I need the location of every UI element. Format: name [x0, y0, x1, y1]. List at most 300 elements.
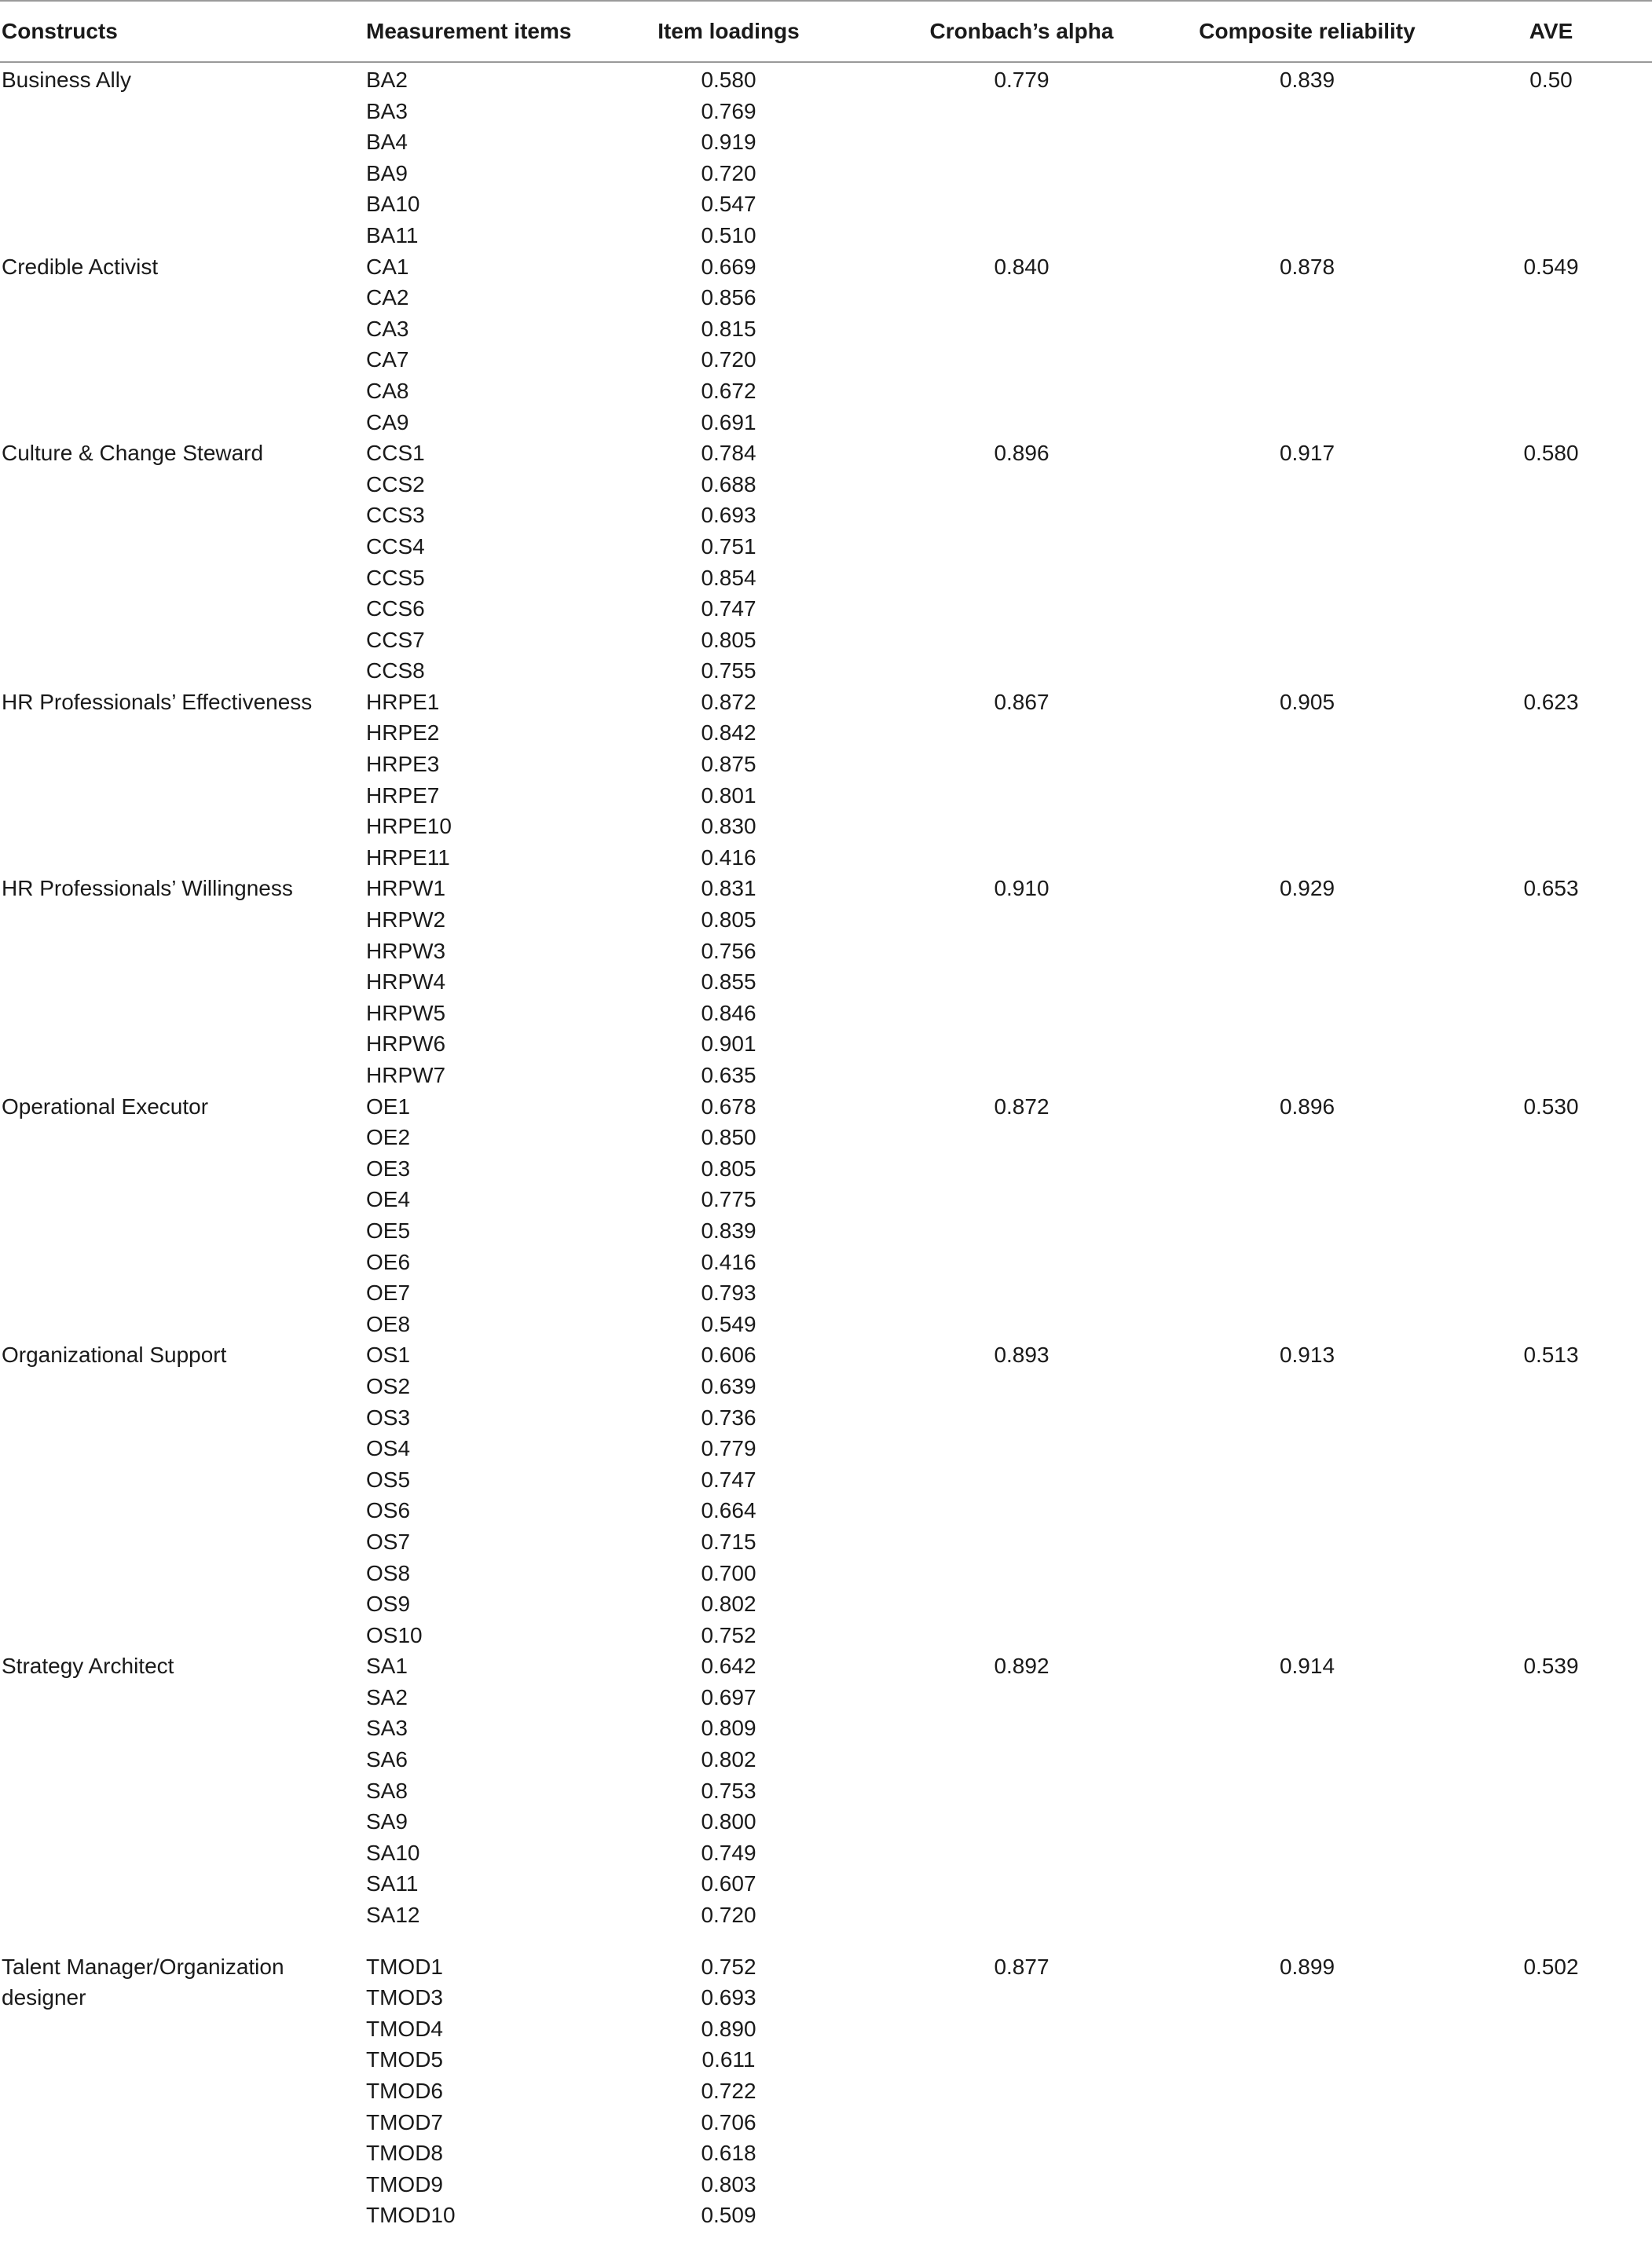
composite-reliability-cell [1164, 966, 1450, 998]
construct-cell [0, 966, 364, 998]
construct-cell [0, 687, 364, 718]
table-row [0, 1371, 1652, 1402]
ave-cell [1450, 562, 1652, 594]
composite-reliability-cell: 0.896 [1279, 1094, 1335, 1119]
table-row [0, 2200, 1652, 2231]
construct-cell [0, 376, 364, 407]
construct-cell [0, 749, 364, 780]
composite-reliability-cell [1164, 96, 1450, 127]
item-loading-cell: 0.642 [701, 1654, 756, 1679]
ave-cell [1450, 1713, 1652, 1744]
composite-reliability-cell [1164, 1588, 1450, 1620]
item-loading-cell: 0.607 [701, 1871, 756, 1896]
cronbach-alpha-cell [879, 2013, 1164, 2045]
composite-reliability-cell [1164, 531, 1450, 562]
composite-reliability-cell [1164, 500, 1450, 531]
item-loading-cell: 0.919 [701, 130, 756, 155]
cronbach-alpha-cell [879, 500, 1164, 531]
composite-reliability-cell: 0.917 [1279, 441, 1335, 466]
header-composite-reliability: Composite reliability [1164, 1, 1450, 62]
table-row [0, 593, 1652, 625]
item-loading-cell: 0.872 [701, 689, 756, 714]
composite-reliability-cell [1164, 469, 1450, 500]
table-row [0, 1464, 1652, 1496]
item-loading-cell: 0.855 [701, 969, 756, 995]
item-loading-cell: 0.606 [701, 1343, 756, 1368]
item-loading-cell: 0.669 [701, 254, 756, 279]
header-item-loadings: Item loadings [578, 1, 879, 62]
measurement-item-cell: SA10 [366, 1840, 420, 1865]
ave-cell [1450, 998, 1652, 1029]
measurement-item-cell: OE8 [366, 1311, 411, 1336]
item-loading-cell: 0.769 [701, 98, 756, 123]
table-row [0, 1184, 1652, 1215]
item-loading-cell: 0.805 [701, 627, 756, 652]
ave-cell [1450, 842, 1652, 874]
cronbach-alpha-cell [879, 1122, 1164, 1153]
item-loading-cell: 0.751 [701, 533, 756, 559]
item-loading-cell: 0.720 [701, 160, 756, 185]
table-row [0, 2169, 1652, 2200]
table-row [0, 2138, 1652, 2169]
cronbach-alpha-cell [879, 1277, 1164, 1309]
cronbach-alpha-cell [879, 842, 1164, 874]
cronbach-alpha-cell [879, 717, 1164, 749]
measurement-item-cell: CA2 [366, 285, 409, 310]
item-loading-cell: 0.809 [701, 1716, 756, 1741]
ave-cell [1450, 2107, 1652, 2138]
ave-cell [1450, 96, 1652, 127]
composite-reliability-cell: 0.899 [1279, 1954, 1335, 1979]
table-row [0, 1651, 1652, 1682]
composite-reliability-cell [1164, 2044, 1450, 2076]
construct-cell [0, 1837, 364, 1869]
table-row [0, 749, 1652, 780]
measurement-item-cell: CCS1 [366, 441, 425, 466]
table-row [0, 2107, 1652, 2138]
item-loading-cell: 0.756 [701, 938, 756, 963]
measurement-item-cell: BA10 [366, 192, 420, 217]
measurement-item-cell: TMOD4 [366, 2016, 443, 2041]
construct-cell [0, 313, 364, 345]
ave-cell [1450, 1744, 1652, 1775]
composite-reliability-cell [1164, 2107, 1450, 2138]
item-loading-cell: 0.720 [701, 1903, 756, 1928]
item-loading-cell: 0.802 [701, 1747, 756, 1772]
cronbach-alpha-cell [879, 376, 1164, 407]
construct-cell: Culture & Change Steward [2, 441, 264, 466]
construct-label: Talent Manager/Organization designer [2, 1954, 284, 2010]
ave-cell [1450, 1495, 1652, 1526]
measurement-item-cell: CA7 [366, 347, 409, 372]
composite-reliability-cell [1164, 1713, 1450, 1744]
item-loading-cell: 0.802 [701, 1592, 756, 1617]
measurement-item-cell: OE2 [366, 1125, 411, 1150]
item-loading-cell: 0.416 [701, 1249, 756, 1274]
measurement-item-cell: OS9 [366, 1592, 411, 1617]
composite-reliability-cell [1164, 1744, 1450, 1775]
cronbach-alpha-cell [879, 469, 1164, 500]
construct-cell [0, 1713, 364, 1744]
measurement-item-cell: OE4 [366, 1187, 411, 1212]
construct-cell [0, 2013, 364, 2045]
composite-reliability-cell: 0.914 [1279, 1654, 1335, 1679]
table-row [0, 873, 1652, 904]
composite-reliability-cell [1164, 1184, 1450, 1215]
item-loading-cell: 0.890 [701, 2016, 756, 2041]
construct-cell [0, 1588, 364, 1620]
composite-reliability-cell [1164, 1277, 1450, 1309]
measurement-item-cell: SA2 [366, 1684, 408, 1709]
item-loading-cell: 0.775 [701, 1187, 756, 1212]
measurement-item-cell: BA11 [366, 222, 419, 247]
construct-cell [0, 936, 364, 967]
composite-reliability-cell [1164, 655, 1450, 687]
cronbach-alpha-cell [879, 282, 1164, 313]
cronbach-alpha-cell: 0.872 [994, 1094, 1049, 1119]
table-row [0, 251, 1652, 283]
composite-reliability-cell [1164, 1028, 1450, 1060]
ave-cell [1450, 2076, 1652, 2107]
ave-cell [1450, 2013, 1652, 2045]
table-row [0, 1931, 1652, 1983]
composite-reliability-cell [1164, 1868, 1450, 1900]
table-row [0, 1495, 1652, 1526]
ave-cell [1450, 1588, 1652, 1620]
construct-cell [0, 189, 364, 220]
construct-cell [0, 1868, 364, 1900]
header-ave: AVE [1450, 1, 1652, 62]
item-loading-cell: 0.691 [701, 409, 756, 434]
composite-reliability-cell [1164, 282, 1450, 313]
item-loading-cell: 0.805 [701, 1156, 756, 1181]
item-loading-cell: 0.831 [701, 876, 756, 901]
ave-cell [1450, 500, 1652, 531]
item-loading-cell: 0.747 [701, 1467, 756, 1492]
cronbach-alpha-cell [879, 96, 1164, 127]
item-loading-cell: 0.875 [701, 752, 756, 777]
cronbach-alpha-cell [879, 1558, 1164, 1589]
composite-reliability-cell [1164, 1495, 1450, 1526]
item-loading-cell: 0.688 [701, 471, 756, 496]
table-row [0, 842, 1652, 874]
item-loading-cell: 0.635 [701, 1063, 756, 1087]
ave-cell [1450, 469, 1652, 500]
ave-cell: 0.653 [1523, 876, 1579, 901]
table-row [0, 220, 1652, 251]
construct-cell: Strategy Architect [2, 1654, 174, 1679]
construct-cell [0, 593, 364, 625]
cronbach-alpha-cell [879, 1620, 1164, 1651]
measurement-item-cell: HRPE7 [366, 782, 440, 808]
cronbach-alpha-cell [879, 593, 1164, 625]
construct-cell [0, 2200, 364, 2231]
item-loading-cell: 0.693 [701, 503, 756, 528]
item-loading-cell: 0.509 [701, 2203, 756, 2228]
cronbach-alpha-cell [879, 1775, 1164, 1807]
composite-reliability-cell [1164, 842, 1450, 874]
composite-reliability-cell [1164, 158, 1450, 189]
table-row [0, 1744, 1652, 1775]
cronbach-alpha-cell [879, 1402, 1164, 1434]
table-row [0, 936, 1652, 967]
composite-reliability-cell [1164, 1247, 1450, 1278]
measurement-item-cell: TMOD1 [366, 1954, 443, 1979]
measurement-item-cell: HRPW1 [366, 876, 446, 901]
measurement-item-cell: OE3 [366, 1156, 411, 1181]
composite-reliability-cell [1164, 1982, 1450, 2013]
cronbach-alpha-cell [879, 811, 1164, 842]
ave-cell [1450, 1620, 1652, 1651]
construct-cell [0, 1806, 364, 1837]
table-row [0, 1247, 1652, 1278]
ave-cell [1450, 593, 1652, 625]
item-loading-cell: 0.815 [701, 316, 756, 341]
table-row [0, 1900, 1652, 1931]
ave-cell [1450, 407, 1652, 438]
measurement-item-cell: CA8 [366, 378, 409, 403]
cronbach-alpha-cell [879, 1464, 1164, 1496]
table-row [0, 966, 1652, 998]
item-loading-cell: 0.720 [701, 347, 756, 372]
ave-cell [1450, 936, 1652, 967]
table-row [0, 1060, 1652, 1091]
measurement-item-cell: OS7 [366, 1529, 411, 1554]
cronbach-alpha-cell [879, 2200, 1164, 2231]
item-loading-cell: 0.611 [701, 2047, 756, 2072]
composite-reliability-cell [1164, 1433, 1450, 1464]
ave-cell: 0.530 [1523, 1094, 1579, 1119]
measurement-item-cell: OS3 [366, 1405, 411, 1430]
cronbach-alpha-cell [879, 1744, 1164, 1775]
cronbach-alpha-cell [879, 1526, 1164, 1558]
measurement-item-cell: SA12 [366, 1903, 420, 1928]
ave-cell [1450, 376, 1652, 407]
cronbach-alpha-cell [879, 1713, 1164, 1744]
ave-cell [1450, 1682, 1652, 1713]
measurement-item-cell: SA8 [366, 1778, 408, 1803]
composite-reliability-cell [1164, 1775, 1450, 1807]
ave-cell: 0.623 [1523, 689, 1579, 714]
measurement-item-cell: TMOD10 [366, 2203, 456, 2228]
cronbach-alpha-cell: 0.840 [994, 254, 1049, 279]
construct-cell [0, 1495, 364, 1526]
construct-cell [0, 158, 364, 189]
ave-cell: 0.513 [1523, 1343, 1579, 1368]
measurement-item-cell: TMOD5 [366, 2047, 443, 2072]
measurement-item-cell: OS4 [366, 1436, 411, 1461]
measurement-item-cell: HRPE2 [366, 720, 440, 746]
cronbach-alpha-cell: 0.877 [994, 1954, 1049, 1979]
ave-cell [1450, 1122, 1652, 1153]
table-row [0, 1868, 1652, 1900]
item-loading-cell: 0.580 [701, 68, 756, 92]
construct-cell [0, 1184, 364, 1215]
ave-cell [1450, 749, 1652, 780]
cronbach-alpha-cell [879, 998, 1164, 1029]
item-loading-cell: 0.784 [701, 441, 756, 466]
construct-cell [0, 1558, 364, 1589]
ave-cell [1450, 717, 1652, 749]
cronbach-alpha-cell [879, 1495, 1164, 1526]
composite-reliability-cell: 0.905 [1279, 689, 1335, 714]
composite-reliability-cell [1164, 593, 1450, 625]
measurement-item-cell: BA4 [366, 130, 408, 155]
measurement-item-cell: TMOD9 [366, 2171, 443, 2197]
composite-reliability-cell [1164, 1402, 1450, 1434]
composite-reliability-cell [1164, 936, 1450, 967]
measurement-item-cell: BA3 [366, 98, 408, 123]
construct-cell [0, 220, 364, 251]
composite-reliability-cell [1164, 1558, 1450, 1589]
cronbach-alpha-cell [879, 1309, 1164, 1340]
construct-cell [0, 1464, 364, 1496]
composite-reliability-cell [1164, 1371, 1450, 1402]
measurement-item-cell: CCS4 [366, 533, 425, 559]
item-loading-cell: 0.416 [701, 845, 756, 870]
composite-reliability-cell: 0.878 [1279, 254, 1335, 279]
table-row [0, 158, 1652, 189]
measurement-item-cell: OS10 [366, 1622, 423, 1647]
ave-cell [1450, 1775, 1652, 1807]
cronbach-alpha-cell [879, 2138, 1164, 2169]
item-loading-cell: 0.805 [701, 907, 756, 932]
ave-cell [1450, 1526, 1652, 1558]
ave-cell [1450, 1900, 1652, 1931]
construct-cell [0, 1900, 364, 1931]
ave-cell [1450, 1215, 1652, 1247]
item-loading-cell: 0.639 [701, 1373, 756, 1398]
construct-cell [0, 2107, 364, 2138]
cronbach-alpha-cell: 0.896 [994, 441, 1049, 466]
composite-reliability-cell [1164, 407, 1450, 438]
composite-reliability-cell [1164, 1900, 1450, 1931]
item-loading-cell: 0.747 [701, 596, 756, 621]
table-row [0, 1433, 1652, 1464]
ave-cell: 0.502 [1523, 1954, 1579, 1979]
construct-cell [0, 1775, 364, 1807]
cronbach-alpha-cell [879, 904, 1164, 936]
composite-reliability-cell [1164, 1682, 1450, 1713]
measurement-item-cell: CCS5 [366, 565, 425, 590]
construct-cell [0, 531, 364, 562]
ave-cell [1450, 811, 1652, 842]
composite-reliability-cell [1164, 1309, 1450, 1340]
cronbach-alpha-cell [879, 1900, 1164, 1931]
ave-cell [1450, 2044, 1652, 2076]
table-row [0, 904, 1652, 936]
item-loading-cell: 0.901 [701, 1031, 756, 1057]
table-row [0, 998, 1652, 1029]
composite-reliability-cell [1164, 1215, 1450, 1247]
table-row [0, 1028, 1652, 1060]
table-row [0, 1588, 1652, 1620]
measurement-item-cell: HRPE1 [366, 689, 440, 714]
construct-cell [0, 904, 364, 936]
measurement-item-cell: TMOD6 [366, 2079, 443, 2103]
measurement-item-cell: OE5 [366, 1218, 411, 1243]
measurement-item-cell: OE6 [366, 1249, 411, 1274]
cronbach-alpha-cell [879, 1247, 1164, 1278]
composite-reliability-cell: 0.839 [1279, 68, 1335, 92]
item-loading-cell: 0.678 [701, 1094, 756, 1119]
table-row [0, 1526, 1652, 1558]
measurement-item-cell: TMOD7 [366, 2109, 443, 2134]
composite-reliability-cell [1164, 220, 1450, 251]
table-row [0, 344, 1652, 376]
item-loading-cell: 0.722 [701, 2079, 756, 2103]
table-row [0, 655, 1652, 687]
table-row [0, 717, 1652, 749]
ave-cell [1450, 158, 1652, 189]
cronbach-alpha-cell [879, 531, 1164, 562]
table-row [0, 1122, 1652, 1153]
cronbach-alpha-cell [879, 1153, 1164, 1185]
cronbach-alpha-cell [879, 1682, 1164, 1713]
construct-cell [0, 282, 364, 313]
construct-cell [0, 2169, 364, 2200]
measurement-item-cell: OS6 [366, 1498, 411, 1523]
construct-cell [0, 1028, 364, 1060]
item-loading-cell: 0.801 [701, 782, 756, 808]
table-row [0, 1339, 1652, 1371]
construct-cell [0, 500, 364, 531]
cronbach-alpha-cell [879, 966, 1164, 998]
table-row [0, 500, 1652, 531]
table-row [0, 126, 1652, 158]
table-row [0, 407, 1652, 438]
composite-reliability-cell: 0.913 [1279, 1343, 1335, 1368]
ave-cell [1450, 189, 1652, 220]
header-measurement-items: Measurement items [364, 1, 578, 62]
construct-cell [0, 1277, 364, 1309]
item-loading-cell: 0.664 [701, 1498, 756, 1523]
ave-cell: 0.549 [1523, 254, 1579, 279]
ave-cell [1450, 1806, 1652, 1837]
composite-reliability-cell [1164, 1837, 1450, 1869]
composite-reliability-cell [1164, 811, 1450, 842]
construct-cell [0, 780, 364, 812]
item-loading-cell: 0.842 [701, 720, 756, 746]
measurement-item-cell: CA1 [366, 254, 409, 279]
cronbach-alpha-cell [879, 189, 1164, 220]
construct-cell [0, 717, 364, 749]
measurement-item-cell: OS2 [366, 1373, 411, 1398]
item-loading-cell: 0.706 [701, 2109, 756, 2134]
measurement-item-cell: CCS6 [366, 596, 425, 621]
measurement-item-cell: OS1 [366, 1343, 411, 1368]
construct-cell [0, 1620, 364, 1651]
composite-reliability-cell [1164, 376, 1450, 407]
construct-cell [0, 1215, 364, 1247]
ave-cell [1450, 1153, 1652, 1185]
table-row [0, 438, 1652, 469]
ave-cell [1450, 531, 1652, 562]
cronbach-alpha-cell [879, 1371, 1164, 1402]
ave-cell: 0.580 [1523, 441, 1579, 466]
table-row [0, 1558, 1652, 1589]
construct-cell [0, 1433, 364, 1464]
construct-cell: HR Professionals’ Willingness [2, 876, 293, 901]
ave-cell [1450, 655, 1652, 687]
cronbach-alpha-cell [879, 344, 1164, 376]
construct-cell [0, 1402, 364, 1434]
cronbach-alpha-cell [879, 407, 1164, 438]
cronbach-alpha-cell: 0.910 [994, 876, 1049, 901]
measurement-item-cell: OS5 [366, 1467, 411, 1492]
cronbach-alpha-cell [879, 1215, 1164, 1247]
item-loading-cell: 0.850 [701, 1125, 756, 1150]
